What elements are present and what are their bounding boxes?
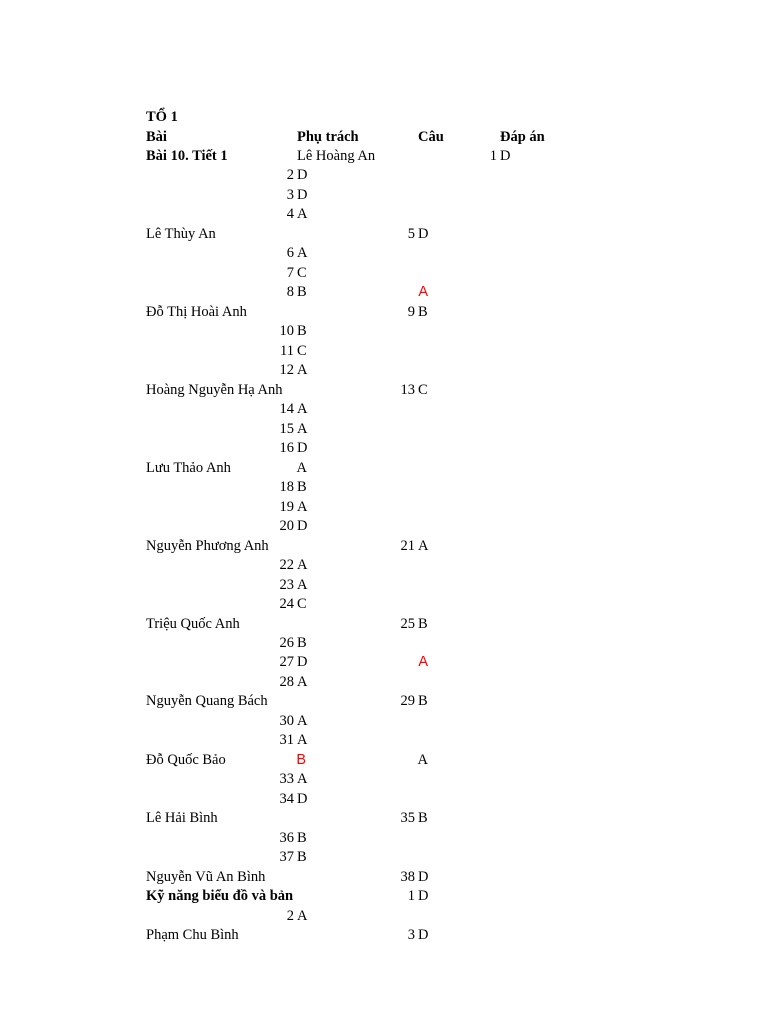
table-row bbox=[0, 809, 768, 829]
lesson-cell[interactable]: Lê Hải Bình bbox=[146, 810, 218, 827]
answer-cell[interactable]: D bbox=[297, 518, 308, 535]
answer-cell[interactable]: B bbox=[418, 810, 428, 827]
lesson-cell[interactable]: Lê Thùy An bbox=[146, 225, 216, 242]
question-cell[interactable]: 16 bbox=[279, 440, 294, 457]
table-row bbox=[0, 595, 768, 615]
question-cell[interactable]: 8 bbox=[286, 284, 294, 301]
question-cell[interactable]: 36 bbox=[279, 829, 294, 846]
lesson-cell[interactable]: Lưu Thảo Anh bbox=[146, 459, 231, 476]
table-row bbox=[0, 770, 768, 790]
table-row bbox=[0, 381, 768, 401]
question-cell[interactable]: 7 bbox=[286, 264, 294, 281]
question-cell[interactable]: 29 bbox=[400, 693, 415, 710]
answer-cell[interactable]: A bbox=[418, 537, 429, 554]
question-cell[interactable]: 19 bbox=[279, 498, 294, 515]
table-row bbox=[0, 926, 768, 946]
answer-cell[interactable]: B bbox=[297, 635, 307, 651]
table-row bbox=[0, 615, 768, 635]
table-row bbox=[0, 556, 768, 576]
correction-cell[interactable]: A bbox=[418, 654, 428, 671]
table-row bbox=[0, 907, 768, 927]
table-row bbox=[0, 478, 768, 498]
answer-cell[interactable]: C bbox=[418, 381, 428, 398]
header-answer[interactable]: Đáp án bbox=[500, 128, 545, 145]
answer-cell[interactable]: A bbox=[297, 576, 308, 593]
table-row bbox=[0, 244, 768, 264]
question-cell[interactable]: 5 bbox=[407, 225, 415, 242]
question-cell[interactable]: 18 bbox=[279, 479, 294, 496]
answer-cell[interactable]: A bbox=[297, 245, 308, 262]
table-row bbox=[0, 887, 768, 907]
table-row bbox=[0, 868, 768, 888]
question-cell[interactable]: 38 bbox=[400, 868, 415, 885]
answer-cell[interactable]: B bbox=[296, 751, 306, 768]
assignee-cell[interactable]: Lê Hoàng An bbox=[297, 148, 376, 164]
table-row bbox=[0, 264, 768, 284]
question-cell[interactable]: 4 bbox=[286, 206, 294, 223]
table-row bbox=[0, 205, 768, 225]
question-cell[interactable]: 35 bbox=[400, 810, 415, 827]
answer-cell[interactable]: B bbox=[418, 303, 428, 320]
question-cell[interactable]: 2 bbox=[286, 907, 294, 924]
answer-cell[interactable]: B bbox=[297, 849, 307, 866]
question-cell[interactable]: 6 bbox=[286, 245, 294, 262]
answer-cell[interactable]: B bbox=[418, 615, 428, 632]
answer-cell[interactable]: A bbox=[297, 712, 308, 729]
question-cell[interactable]: 33 bbox=[279, 771, 294, 788]
question-cell[interactable]: 9 bbox=[407, 303, 415, 320]
answer-cell[interactable]: A bbox=[297, 907, 308, 924]
table-row bbox=[0, 439, 768, 459]
header-row bbox=[0, 128, 768, 148]
table-row bbox=[0, 634, 768, 654]
question-cell[interactable]: 26 bbox=[279, 635, 294, 651]
table-row bbox=[0, 790, 768, 810]
header-lesson[interactable]: Bài bbox=[146, 128, 167, 145]
question-cell[interactable]: 22 bbox=[279, 557, 294, 574]
answer-cell[interactable]: B bbox=[297, 284, 307, 301]
question-cell[interactable]: 21 bbox=[400, 537, 415, 554]
lesson-cell[interactable]: Đỗ Thị Hoài Anh bbox=[146, 303, 247, 320]
table-row bbox=[0, 459, 768, 479]
question-cell[interactable]: 13 bbox=[400, 381, 415, 398]
table-row bbox=[0, 147, 768, 167]
table-row bbox=[0, 751, 768, 771]
answer-cell[interactable]: A bbox=[297, 401, 308, 418]
answer-cell[interactable]: D bbox=[418, 888, 429, 905]
table-row bbox=[0, 420, 768, 440]
answer-cell[interactable]: A bbox=[296, 459, 307, 476]
answer-cell[interactable]: D bbox=[500, 148, 511, 164]
question-cell[interactable]: 15 bbox=[279, 420, 294, 437]
table-row bbox=[0, 342, 768, 362]
answer-cell[interactable]: A bbox=[297, 206, 308, 223]
answer-cell[interactable]: D bbox=[297, 167, 308, 184]
question-cell[interactable]: 12 bbox=[279, 362, 294, 379]
question-cell[interactable]: 11 bbox=[280, 342, 294, 359]
lesson-cell[interactable]: Hoàng Nguyễn Hạ Anh bbox=[146, 381, 283, 398]
question-cell[interactable]: 23 bbox=[279, 576, 294, 593]
lesson-cell[interactable]: Kỹ năng biểu đồ và bản bbox=[146, 888, 294, 905]
lesson-cell[interactable]: Nguyễn Phương Anh bbox=[146, 537, 269, 554]
correction-cell[interactable]: A bbox=[417, 751, 428, 768]
lesson-cell[interactable]: Bài 10. Tiết 1 bbox=[146, 148, 228, 164]
lesson-cell[interactable]: Nguyễn Quang Bách bbox=[146, 693, 268, 710]
header-question[interactable]: Câu bbox=[418, 128, 444, 145]
table-row bbox=[0, 576, 768, 596]
question-cell[interactable]: 10 bbox=[279, 323, 294, 340]
table-row bbox=[0, 517, 768, 537]
question-cell[interactable]: 27 bbox=[279, 654, 294, 671]
answer-cell[interactable]: B bbox=[297, 479, 307, 496]
answer-cell[interactable]: D bbox=[297, 654, 308, 671]
table-row bbox=[0, 283, 768, 303]
question-cell[interactable]: 28 bbox=[279, 673, 294, 690]
answer-cell[interactable]: A bbox=[297, 420, 308, 437]
table-row bbox=[0, 303, 768, 323]
correction-cell[interactable]: A bbox=[418, 284, 428, 301]
answer-cell[interactable]: D bbox=[297, 440, 308, 457]
answer-cell[interactable]: C bbox=[297, 596, 307, 613]
answer-cell[interactable]: A bbox=[297, 362, 308, 379]
question-cell[interactable]: 30 bbox=[279, 712, 294, 729]
lesson-cell[interactable]: Đỗ Quốc Bảo bbox=[146, 751, 226, 768]
table-row bbox=[0, 166, 768, 186]
answer-cell[interactable]: C bbox=[297, 264, 307, 281]
answer-cell[interactable]: A bbox=[297, 673, 308, 690]
question-cell[interactable]: 3 bbox=[286, 186, 294, 203]
question-cell[interactable]: 25 bbox=[400, 615, 415, 632]
table-row bbox=[0, 322, 768, 342]
question-cell[interactable]: 2 bbox=[286, 167, 294, 184]
lesson-cell[interactable]: Triệu Quốc Anh bbox=[146, 615, 240, 632]
lesson-cell[interactable]: Nguyễn Vũ An Bình bbox=[146, 868, 266, 885]
question-cell[interactable]: 34 bbox=[279, 790, 294, 807]
question-cell[interactable]: 3 bbox=[407, 927, 415, 944]
table-row bbox=[0, 829, 768, 849]
table-row bbox=[0, 225, 768, 245]
answer-cell[interactable]: D bbox=[297, 790, 308, 807]
table-row bbox=[0, 186, 768, 206]
answer-cell[interactable]: A bbox=[297, 557, 308, 574]
answer-cell[interactable]: C bbox=[297, 342, 307, 359]
table-row bbox=[0, 673, 768, 693]
question-cell[interactable]: 24 bbox=[279, 596, 294, 613]
question-cell[interactable]: 14 bbox=[279, 401, 294, 418]
answer-cell[interactable]: D bbox=[418, 225, 429, 242]
table-row bbox=[0, 712, 768, 732]
answer-cell[interactable]: D bbox=[418, 868, 429, 885]
question-cell[interactable]: 1 bbox=[489, 148, 497, 164]
lesson-cell[interactable]: Phạm Chu Bình bbox=[146, 927, 239, 944]
group-title[interactable]: TỔ 1 bbox=[146, 109, 178, 125]
table-row bbox=[0, 692, 768, 712]
answer-cell[interactable]: A bbox=[297, 771, 308, 788]
table-row bbox=[0, 653, 768, 673]
question-cell[interactable]: 31 bbox=[279, 732, 294, 749]
answer-cell[interactable]: B bbox=[297, 323, 307, 340]
answer-cell[interactable]: D bbox=[418, 927, 429, 944]
table-row bbox=[0, 400, 768, 420]
answer-cell[interactable]: D bbox=[297, 186, 308, 203]
question-cell[interactable]: 20 bbox=[279, 518, 294, 535]
group-title-row bbox=[0, 108, 768, 128]
table-row bbox=[0, 361, 768, 381]
answer-cell[interactable]: A bbox=[297, 498, 308, 515]
answer-cell[interactable]: B bbox=[297, 829, 307, 846]
answer-cell[interactable]: B bbox=[418, 693, 428, 710]
answer-cell[interactable]: A bbox=[297, 732, 308, 749]
table-row bbox=[0, 498, 768, 518]
question-cell[interactable]: 1 bbox=[407, 888, 415, 905]
table-row bbox=[0, 731, 768, 751]
table-row bbox=[0, 848, 768, 868]
table-row bbox=[0, 537, 768, 557]
question-cell[interactable]: 37 bbox=[279, 849, 294, 866]
header-assignee[interactable]: Phụ trách bbox=[297, 128, 359, 145]
